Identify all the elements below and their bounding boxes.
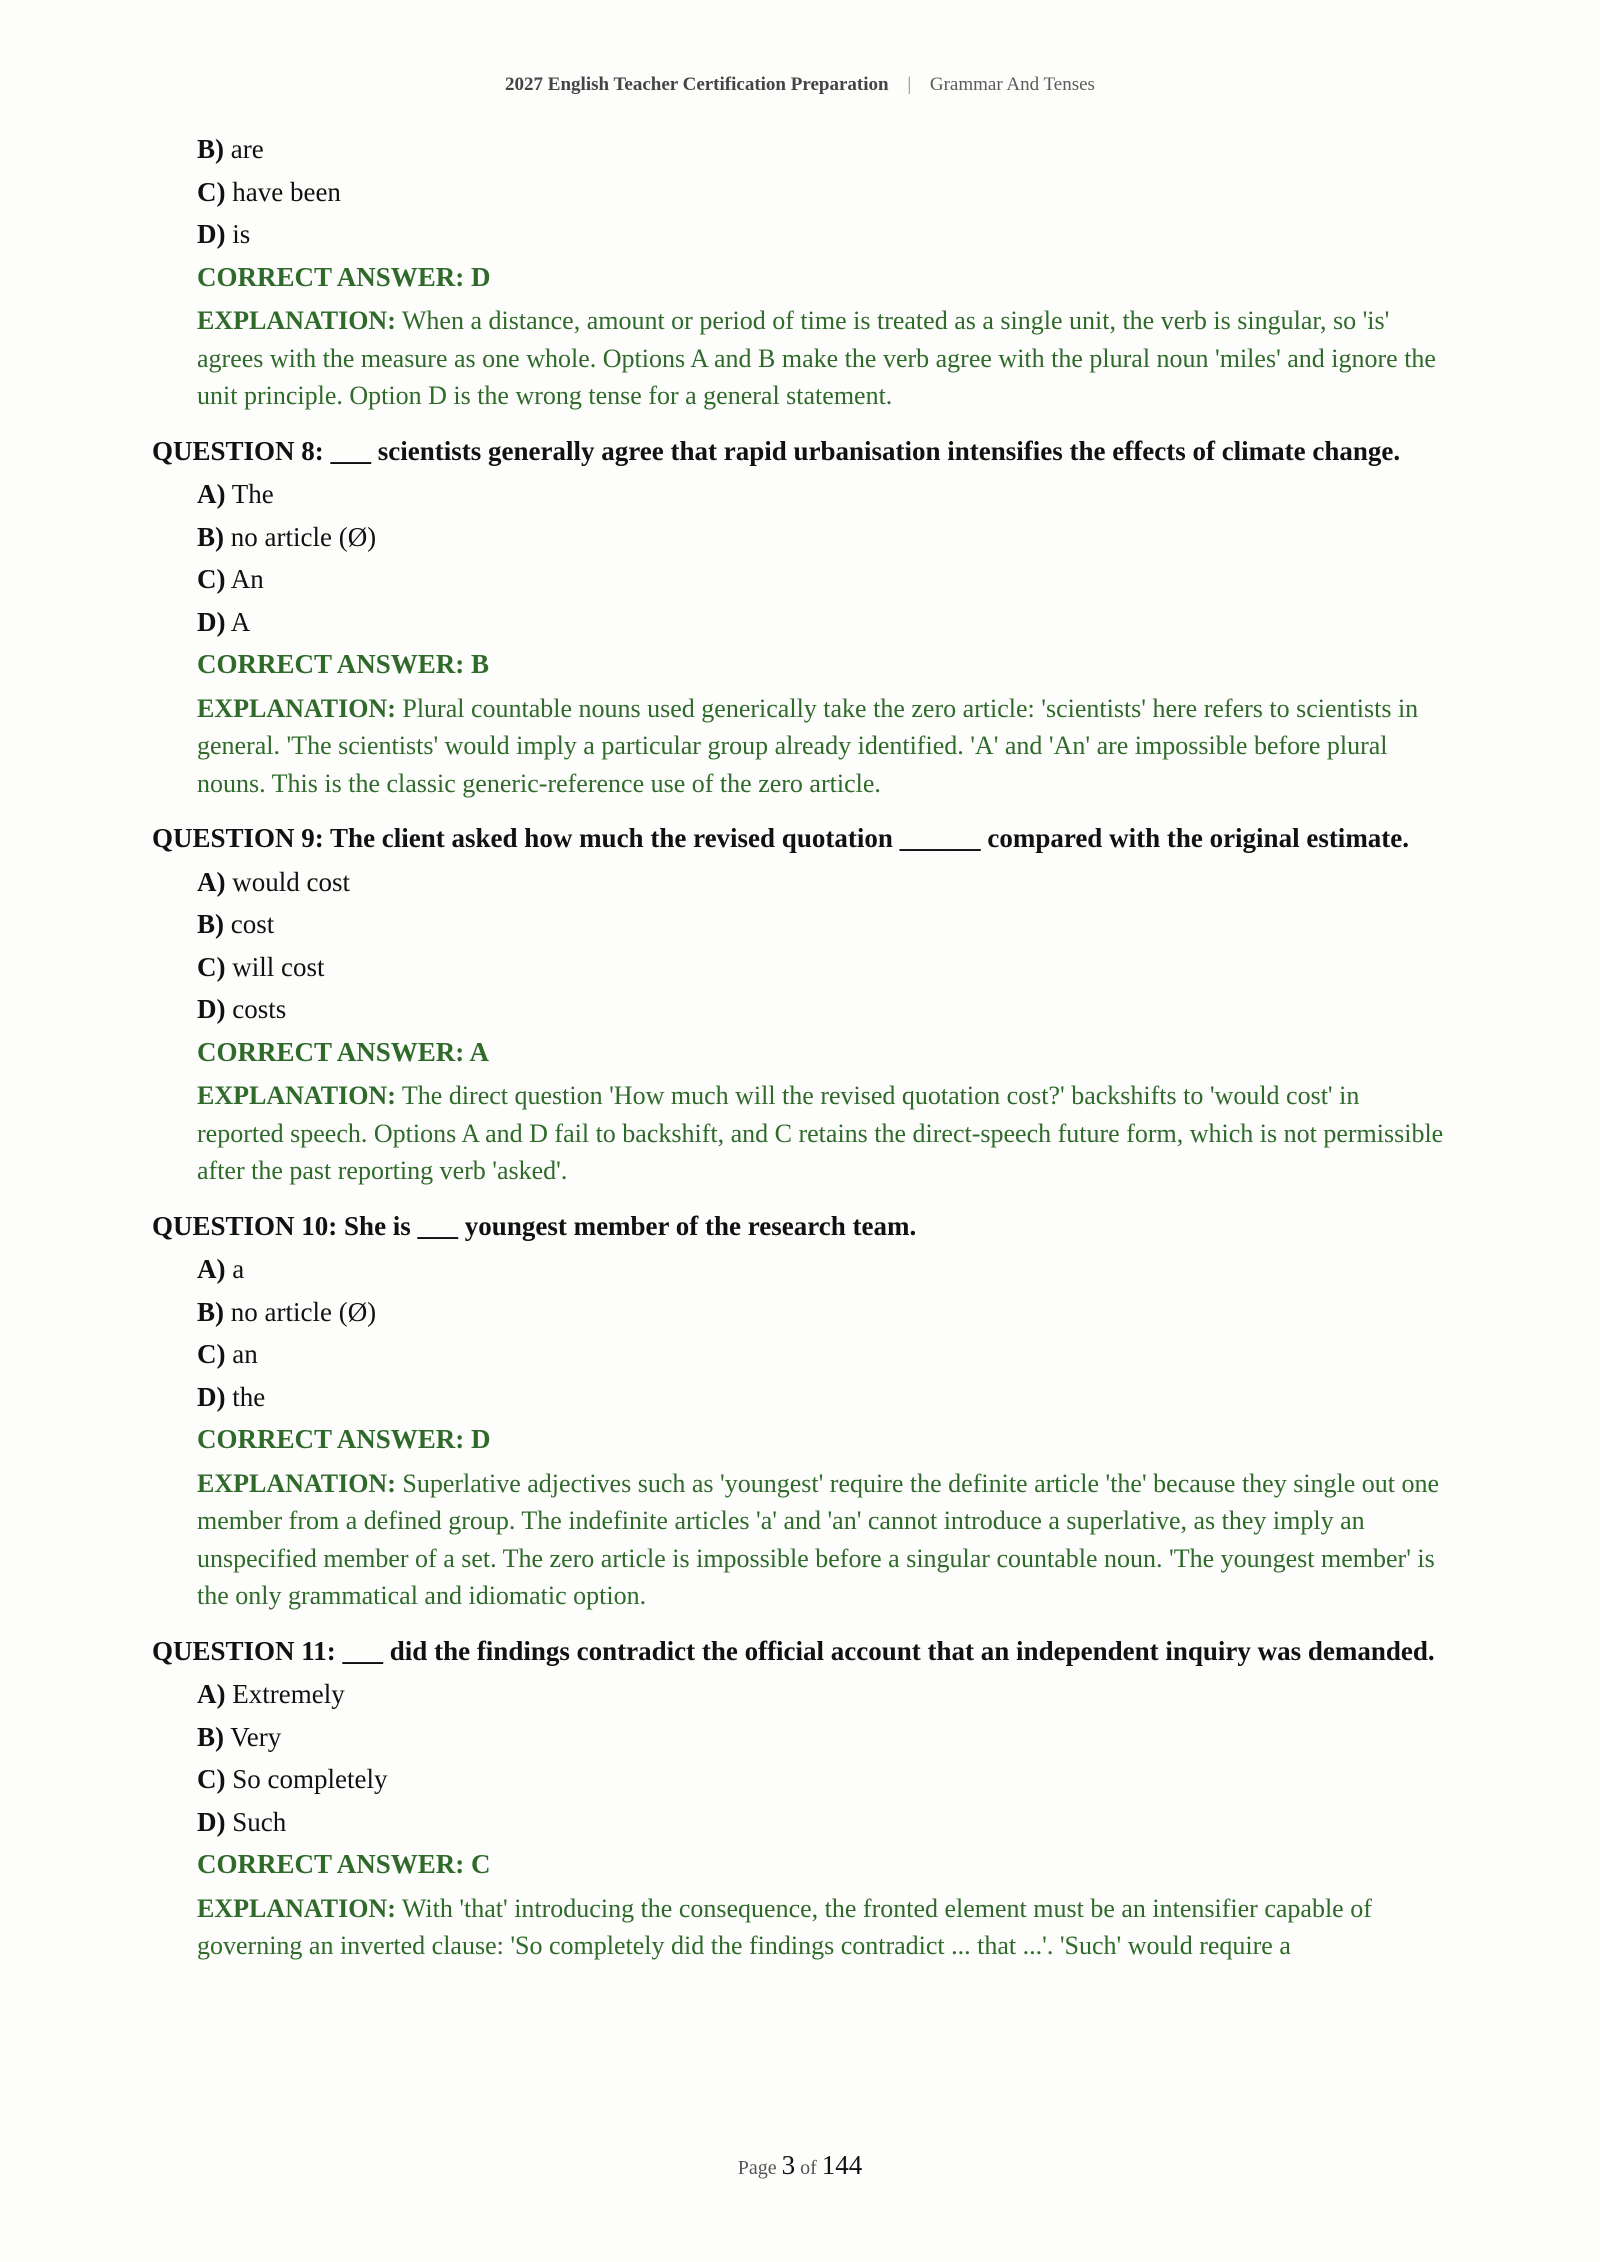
option-b: B) cost — [197, 909, 275, 939]
correct-answer: CORRECT ANSWER: C — [197, 1849, 491, 1879]
question-block-7-tail — [152, 132, 1452, 415]
option-c: C) have been — [197, 176, 341, 207]
option-d: D) is — [197, 219, 251, 249]
page-content — [152, 132, 1452, 1983]
explanation: EXPLANATION: The direct question 'How much will the revised quotation cost?' backshifts to 'would cost' in reported speech. Options A and D fail to backshift, and C retains the direct-speech future form, which is not permissible after the past reporting verb 'asked'. — [197, 1081, 1444, 1185]
question-text: QUESTION 9: The client asked how much the revised quotation ______ compared with the original estimate. — [152, 823, 1410, 853]
explanation: EXPLANATION: With 'that' introducing the consequence, the fronted element must be an intensifier capable of governing an inverted clause: 'So completely did the findings contradict ... that ...'. 'Such' would require a — [197, 1893, 1372, 1960]
option-a: A) a — [197, 1254, 245, 1284]
correct-answer: CORRECT ANSWER: B — [197, 649, 490, 679]
question-block-8 — [152, 433, 1452, 803]
correct-answer: CORRECT ANSWER: D — [197, 1424, 491, 1454]
page-footer — [0, 2150, 1600, 2181]
footer-page-number: 3 — [781, 2150, 796, 2180]
question-block-11 — [152, 1633, 1452, 1965]
option-b: B) Very — [197, 1721, 282, 1752]
option-b: B) no article (Ø) — [197, 521, 377, 552]
header-separator: | — [907, 74, 912, 95]
option-c: C) An — [197, 564, 264, 594]
footer-page-prefix: Page — [737, 2157, 777, 2179]
option-c: C) will cost — [197, 951, 325, 982]
option-d: D) the — [197, 1381, 266, 1412]
header-section: Grammar And Tenses — [929, 74, 1095, 95]
question-block-9 — [152, 820, 1452, 1190]
option-c: C) So completely — [197, 1764, 388, 1794]
option-a: A) would cost — [197, 866, 350, 897]
correct-answer: CORRECT ANSWER: A — [197, 1036, 490, 1067]
footer-page-total: 144 — [821, 2150, 863, 2180]
option-d: D) costs — [197, 994, 287, 1024]
footer-of: of — [800, 2157, 817, 2179]
explanation: EXPLANATION: Superlative adjectives such as 'youngest' require the definite article 'the' because they single out one member from a defined group. The indefinite articles 'a' and 'an' cannot introduce a superlative, as they imply an unspecified member of a set. The zero article is impossible before a singular countable noun. 'The youngest member' is the only grammatical and idiomatic option. — [197, 1468, 1440, 1610]
option-a: A) The — [197, 479, 274, 509]
option-b: B) no article (Ø) — [197, 1296, 377, 1327]
header-title: 2027 English Teacher Certification Preparation — [505, 74, 889, 95]
option-a: A) Extremely — [197, 1679, 345, 1709]
option-d: D) A — [197, 606, 251, 637]
question-text: QUESTION 11: ___ did the findings contradict the official account that an independent inquiry was demanded. — [152, 1635, 1435, 1666]
option-c: C) an — [197, 1339, 258, 1369]
explanation: EXPLANATION: Plural countable nouns used generically take the zero article: 'scientists' here refers to scientists in general. 'The scientists' would imply a particular group already identified. 'A' and 'An' are impossible before plural nouns. This is the classic generic-reference use of the zero article. — [197, 693, 1419, 798]
option-b: B) are — [197, 134, 264, 164]
correct-answer: CORRECT ANSWER: D — [197, 261, 491, 292]
question-text: QUESTION 10: She is ___ youngest member of the research team. — [152, 1210, 917, 1241]
option-d: D) Such — [197, 1806, 287, 1837]
question-text: QUESTION 8: ___ scientists generally agree that rapid urbanisation intensifies the effects of climate change. — [152, 435, 1401, 466]
running-header — [0, 74, 1600, 96]
explanation: EXPLANATION: When a distance, amount or period of time is treated as a single unit, the verb is singular, so 'is' agrees with the measure as one whole. Options A and B make the verb agree with the plural noun 'miles' and ignore the unit principle. Option D is the wrong tense for a general statement. — [197, 306, 1436, 410]
question-block-10 — [152, 1208, 1452, 1615]
